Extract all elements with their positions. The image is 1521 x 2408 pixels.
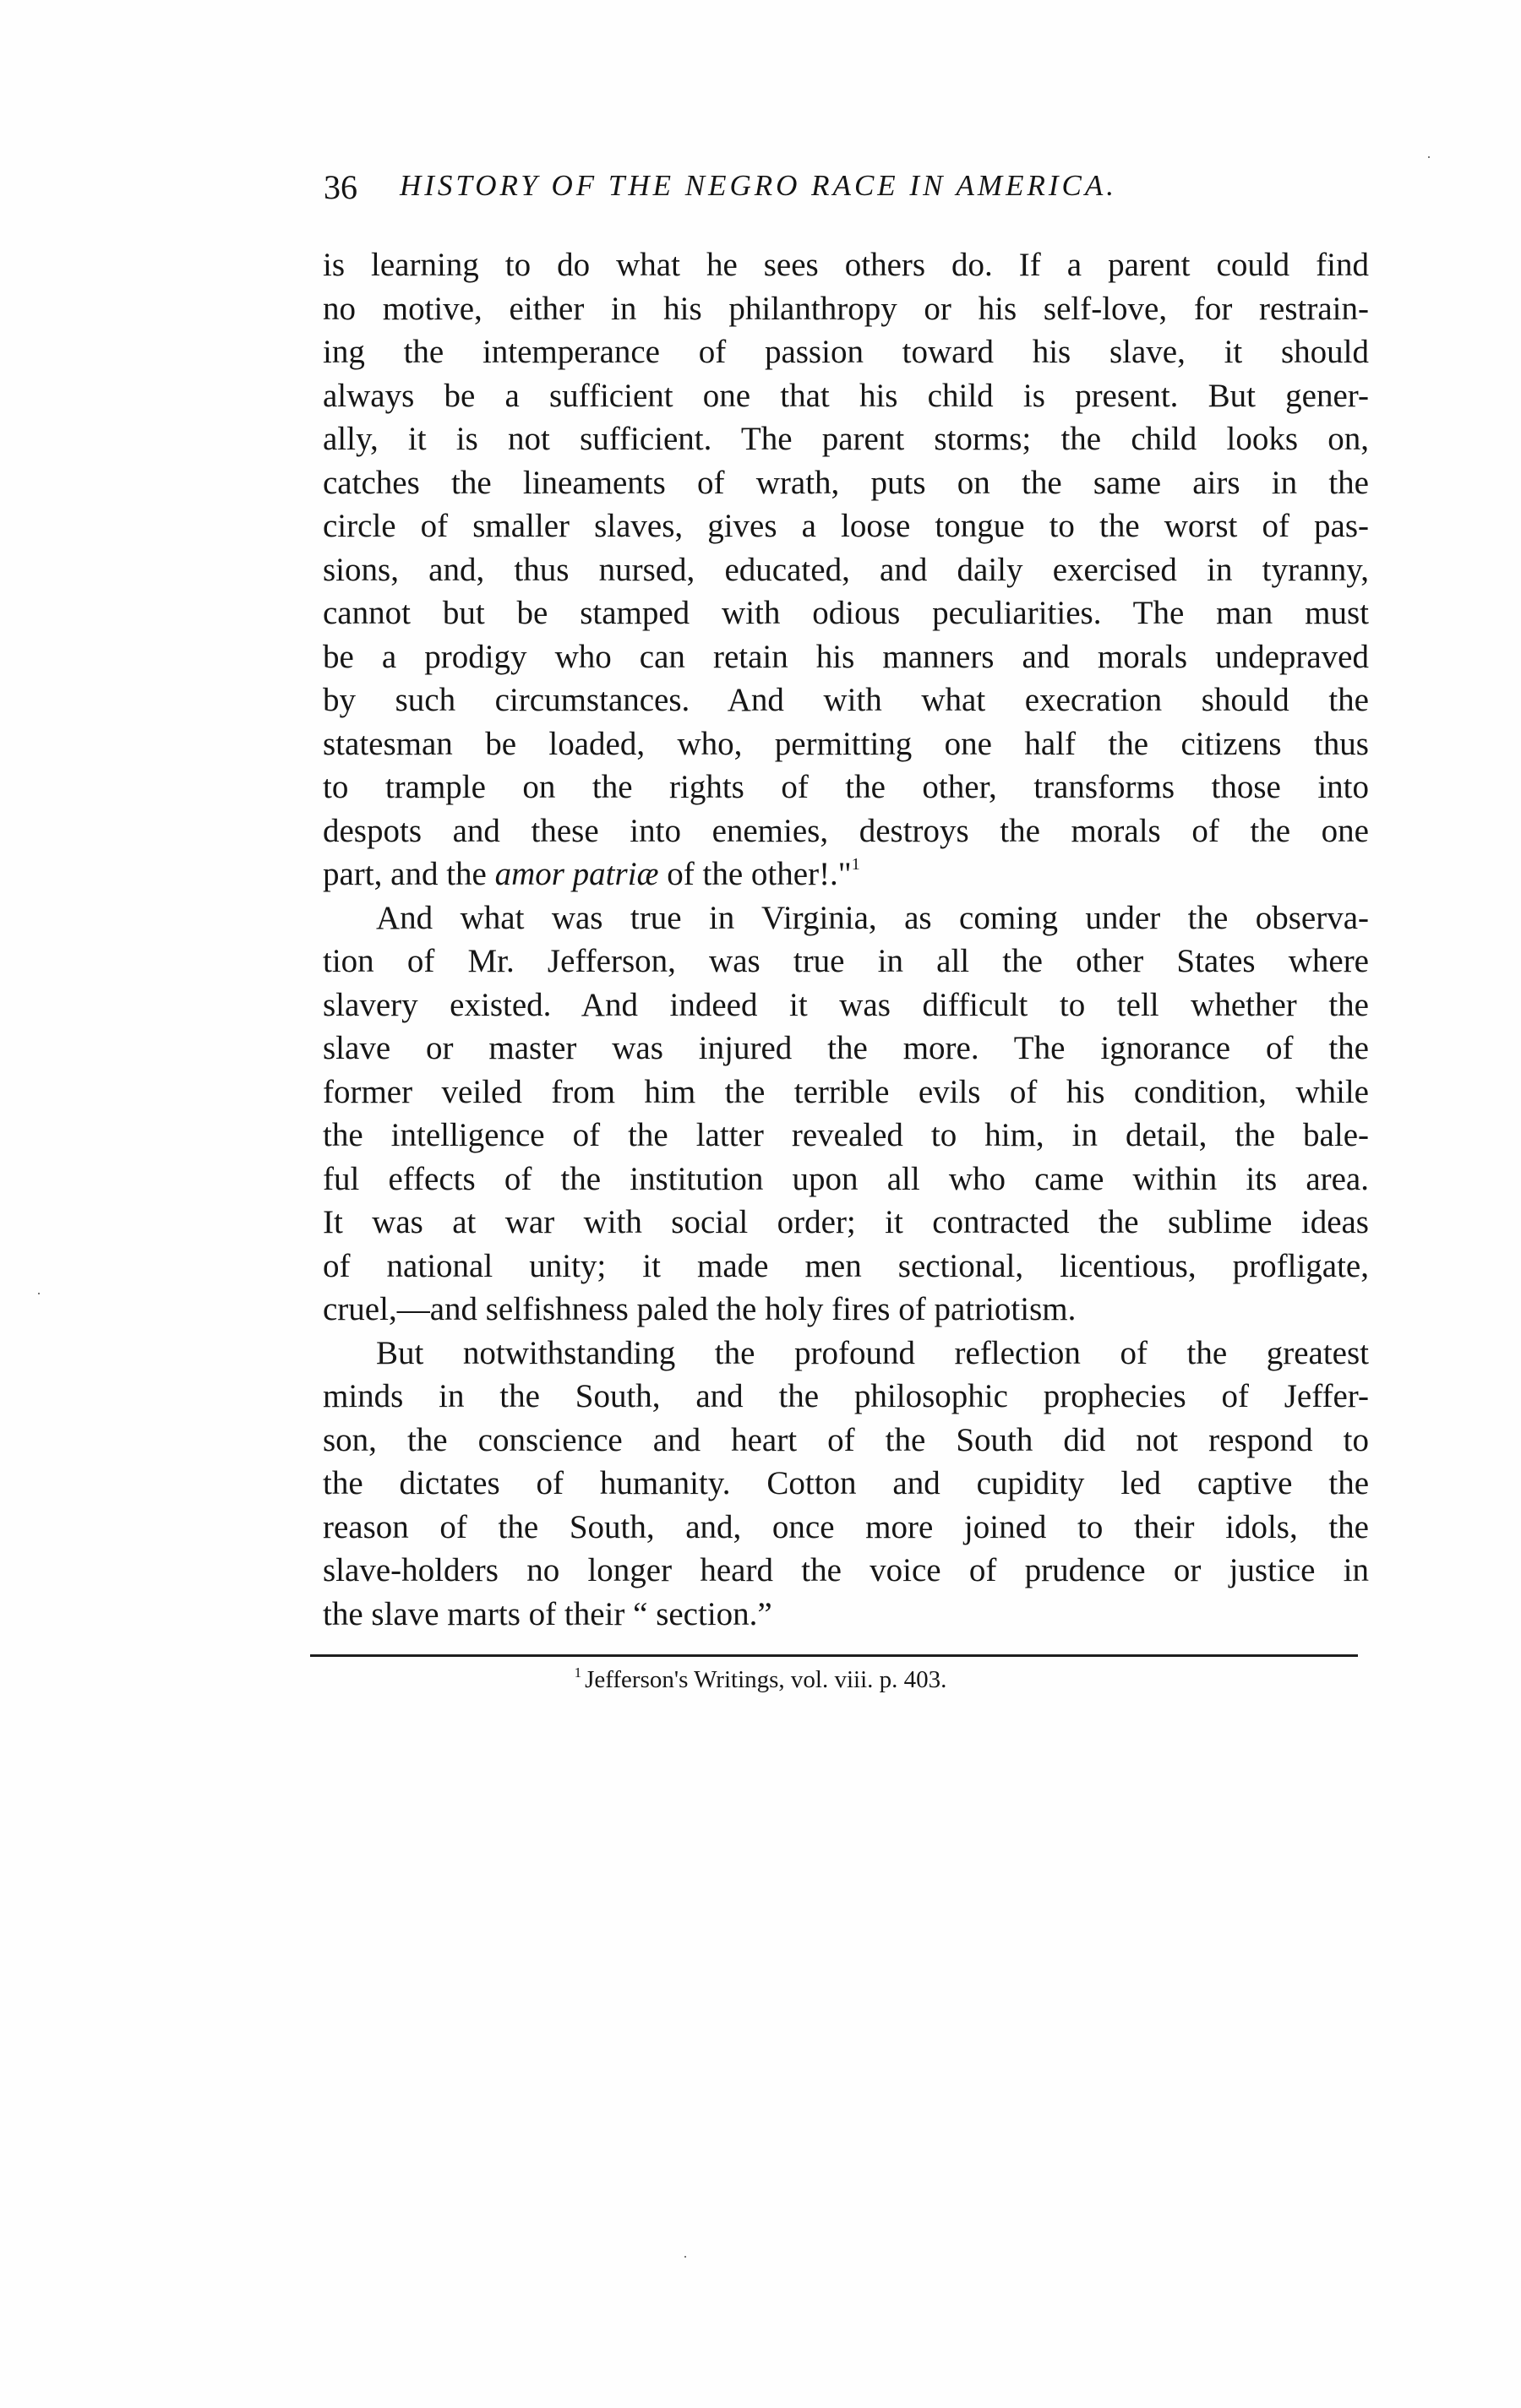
text-line: be a prodigy who can retain his manners and morals undepraved [323,638,1369,675]
text-line: tion of Mr. Jefferson, was true in all the other States where [323,943,1369,979]
footnote-divider [310,1654,1358,1657]
paragraph [323,1332,1369,1637]
text-line: by such circumstances. And with what execration should the [323,682,1369,718]
text-line: the dictates of humanity. Cotton and cupidity led captive the [323,1465,1369,1501]
text-span: part, and the [323,856,495,892]
text-line: son, the conscience and heart of the South did not respond to [323,1421,1369,1458]
text-line: despots and these into enemies, destroys the morals of the one [323,812,1369,849]
text-line: ful effects of the institution upon all who came within its area. [323,1160,1369,1197]
paragraph [323,243,1369,896]
scan-speck [38,1293,40,1294]
footnote-reference[interactable]: 1 [851,855,860,874]
paragraph [323,896,1369,1332]
footnote-text: Jefferson's Writings, vol. viii. p. 403. [585,1666,947,1693]
footnote-marker: 1 [574,1664,582,1681]
text-span: of the other!." [658,856,852,892]
text-line: to trample on the rights of the other, transforms those into [323,769,1369,805]
text-line: former veiled from him the terrible evils of his condition, while [323,1073,1369,1110]
latin-phrase: amor patriæ [494,856,659,892]
text-line: ally, it is not sufficient. The parent storms; the child looks on, [323,421,1369,457]
scan-speck [684,2256,686,2258]
scan-speck [1428,156,1430,158]
text-line: minds in the South, and the philosophic prophecies of Jeffer- [323,1378,1369,1414]
text-line: But notwithstanding the profound reflection of the greatest [376,1334,1369,1371]
text-line: is learning to do what he sees others do. If a parent could find [323,247,1369,283]
text-line: the intelligence of the latter revealed to him, in detail, the bale- [323,1117,1369,1153]
page-number: 36 [324,168,357,206]
text-line: slavery existed. And indeed it was difficult to tell whether the [323,986,1369,1023]
running-head [324,166,1371,208]
text-line: of national unity; it made men sectional, licentious, profligate, [323,1247,1369,1284]
body-text [323,243,1369,1636]
text-line: It was at war with social order; it contracted the sublime ideas [323,1204,1369,1240]
text-line: always be a sufficient one that his child is present. But gener- [323,377,1369,414]
text-line: catches the lineaments of wrath, puts on the same airs in the [323,464,1369,501]
text-line: ing the intemperance of passion toward his slave, it should [323,334,1369,370]
text-line: statesman be loaded, who, permitting one half the citizens thus [323,725,1369,762]
text-line: the slave marts of their “ section.” [323,1595,772,1632]
text-line [323,853,1369,896]
text-line: no motive, either in his philanthropy or his self-love, for restrain- [323,290,1369,327]
text-line: slave-holders no longer heard the voice of prudence or justice in [323,1552,1369,1588]
text-line: slave or master was injured the more. The ignorance of the [323,1030,1369,1066]
text-line: cruel,—and selfishness paled the holy fires of patriotism. [323,1291,1077,1327]
running-title: HISTORY OF THE NEGRO RACE IN AMERICA. [400,169,1117,202]
text-line: reason of the South, and, once more joined to their idols, the [323,1508,1369,1545]
text-line: circle of smaller slaves, gives a loose tongue to the worst of pas- [323,508,1369,544]
footnote [0,1666,1521,1694]
text-line: And what was true in Virginia, as coming under the observa- [376,899,1369,936]
text-line: cannot but be stamped with odious peculiarities. The man must [323,595,1369,631]
text-line: sions, and, thus nursed, educated, and daily exercised in tyranny, [323,551,1369,588]
